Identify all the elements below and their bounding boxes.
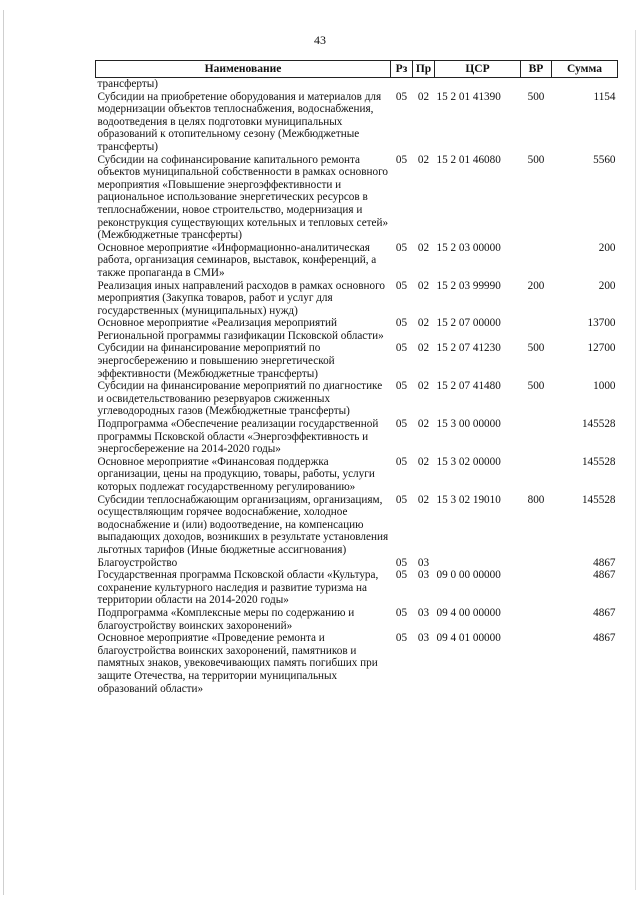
cell-name: Государственная программа Псковской области «Культура, сохранение культурного наследия и развитие туризма на территории области на 2014-2020 годы» — [97, 569, 379, 607]
cell-vr: 500 — [527, 342, 545, 355]
cell-pr: 02 — [417, 493, 430, 506]
cell-pr: 03 — [417, 556, 430, 569]
cell-pr: 03 — [417, 632, 430, 645]
cell-rz — [391, 78, 413, 91]
cell-sum: 4867 — [593, 569, 616, 582]
cell-csr: 09 0 00 00000 — [436, 569, 501, 582]
table-row — [96, 418, 618, 456]
cell-sum: 145528 — [581, 455, 616, 468]
cell-sum: 12700 — [587, 342, 616, 355]
cell-rz: 05 — [395, 342, 408, 355]
table-row — [96, 494, 618, 557]
cell-sum: 1000 — [593, 380, 616, 393]
cell-vr — [521, 418, 552, 456]
cell-csr: 15 2 03 00000 — [436, 241, 501, 254]
cell-sum: 4867 — [593, 556, 616, 569]
cell-csr: 15 2 03 99990 — [436, 279, 501, 292]
cell-pr: 02 — [417, 342, 430, 355]
header-rz: Рз — [391, 61, 413, 78]
table-row — [96, 342, 618, 380]
cell-csr: 09 4 00 00000 — [436, 606, 501, 619]
header-csr: ЦСР — [435, 61, 521, 78]
cell-vr: 500 — [527, 90, 545, 103]
cell-vr — [521, 607, 552, 632]
table-row — [96, 632, 618, 695]
cell-name: Субсидии на финансирование мероприятий по энергосбережению и повышению энергетической эффективности (Межбюджетные трансферты) — [97, 342, 335, 380]
cell-vr: 500 — [527, 153, 545, 166]
cell-vr — [521, 242, 552, 280]
cell-vr — [521, 456, 552, 494]
cell-sum: 200 — [598, 241, 616, 254]
cell-csr: 15 3 00 00000 — [436, 418, 501, 431]
cell-name: Основное мероприятие «Реализация мероприятий Региональной программы газификации Псковской области» — [97, 317, 384, 342]
cell-csr: 15 3 02 19010 — [436, 493, 501, 506]
cell-pr: 02 — [417, 90, 430, 103]
page-number: 43 — [314, 33, 326, 47]
cell-vr — [521, 632, 552, 695]
scan-left-edge — [3, 10, 4, 895]
table-row — [96, 569, 618, 607]
cell-rz: 05 — [395, 241, 408, 254]
cell-csr: 15 2 07 41230 — [436, 342, 501, 355]
cell-pr: 02 — [417, 455, 430, 468]
cell-pr: 02 — [417, 153, 430, 166]
cell-vr — [521, 557, 552, 570]
cell-vr — [521, 78, 552, 91]
cell-sum: 1154 — [593, 90, 616, 103]
cell-pr: 02 — [417, 241, 430, 254]
cell-name: Основное мероприятие «Финансовая поддержка организации, цены на продукцию, товары, работы, услуги которых подлежат государственному регулированию» — [97, 455, 375, 493]
table-row — [96, 91, 618, 154]
cell-name: Субсидии на приобретение оборудования и материалов для модернизации объектов теплоснабжения, водоснабжения, водоотведения в целях подготовки муниципальных образований к отопительному сезону (Межбюджетные трансферты) — [97, 90, 382, 153]
cell-name: Реализация иных направлений расходов в рамках основного мероприятия (Закупка товаров, работ и услуг для государственных (муниципальных) нужд) — [97, 279, 385, 317]
cell-sum: 5560 — [593, 153, 616, 166]
cell-csr: 15 3 02 00000 — [436, 455, 501, 468]
cell-rz: 05 — [395, 279, 408, 292]
cell-rz: 05 — [395, 317, 408, 330]
table-row — [96, 380, 618, 418]
cell-csr: 15 2 07 00000 — [436, 317, 501, 330]
cell-sum: 200 — [598, 279, 616, 292]
cell-name: трансферты) — [97, 78, 158, 90]
cell-vr: 500 — [527, 380, 545, 393]
budget-table — [95, 60, 618, 695]
cell-name: Основное мероприятие «Проведение ремонта и благоустройства воинских захоронений, памятников и памятных знаков, увековечивающих память погибших при защите Отечества, на территории муниципальных образований области» — [97, 632, 378, 695]
scan-right-edge — [635, 30, 636, 890]
cell-pr — [413, 78, 435, 91]
cell-sum: 145528 — [581, 418, 616, 431]
cell-vr: 200 — [527, 279, 545, 292]
cell-rz: 05 — [395, 418, 408, 431]
cell-name: Подпрограмма «Обеспечение реализации государственной программы Псковской области «Энергоэффективность и энергосбережение на 2014-2020 годы» — [97, 418, 379, 456]
cell-csr: 09 4 01 00000 — [436, 632, 501, 645]
cell-csr: 15 2 01 46080 — [436, 153, 501, 166]
cell-csr: 15 2 01 41390 — [436, 90, 501, 103]
header-vr: ВР — [521, 61, 552, 78]
cell-sum: 4867 — [593, 632, 616, 645]
table-row — [96, 607, 618, 632]
cell-rz: 05 — [395, 90, 408, 103]
cell-rz: 05 — [395, 569, 408, 582]
header-pr: Пр — [413, 61, 435, 78]
cell-pr: 02 — [417, 317, 430, 330]
cell-csr — [435, 557, 521, 570]
table-row — [96, 456, 618, 494]
cell-rz: 05 — [395, 606, 408, 619]
cell-sum: 4867 — [593, 606, 616, 619]
header-sum: Сумма — [552, 61, 618, 78]
header-name: Наименование — [96, 61, 391, 78]
cell-name: Благоустройство — [97, 556, 178, 569]
cell-rz: 05 — [395, 632, 408, 645]
cell-pr: 02 — [417, 279, 430, 292]
table-header-row — [96, 61, 618, 78]
cell-sum: 145528 — [581, 493, 616, 506]
cell-name: Подпрограмма «Комплексные меры по содержанию и благоустройству воинских захоронений» — [97, 606, 355, 632]
table-row — [96, 78, 618, 91]
cell-name: Основное мероприятие «Информационно-аналитическая работа, организация семинаров, выставок, конференций, а также пропаганда в СМИ» — [97, 241, 377, 279]
table-row — [96, 154, 618, 242]
cell-csr — [435, 78, 521, 91]
cell-sum — [552, 78, 618, 91]
cell-rz: 05 — [395, 556, 408, 569]
cell-vr — [521, 317, 552, 342]
cell-pr: 02 — [417, 380, 430, 393]
cell-pr: 03 — [417, 569, 430, 582]
cell-rz: 05 — [395, 493, 408, 506]
table-row — [96, 280, 618, 318]
table-row — [96, 557, 618, 570]
cell-rz: 05 — [395, 455, 408, 468]
table-row — [96, 317, 618, 342]
cell-vr — [521, 569, 552, 607]
cell-csr: 15 2 07 41480 — [436, 380, 501, 393]
cell-name: Субсидии на финансирование мероприятий по диагностике и освидетельствованию резервуаров сжиженных углеводородных газов (Межбюджетные трансферты) — [97, 380, 383, 418]
cell-rz: 05 — [395, 380, 408, 393]
cell-pr: 03 — [417, 606, 430, 619]
cell-rz: 05 — [395, 153, 408, 166]
cell-sum: 13700 — [587, 317, 616, 330]
cell-name: Субсидии теплоснабжающим организациям, организациям, осуществляющим горячее водоснабжение, холодное водоснабжение и (или) водоотведение, на компенсацию выпадающих доходов, возникших в результате установления льготных тарифов (Иные бюджетные ассигнования) — [97, 493, 389, 556]
cell-vr: 800 — [527, 493, 545, 506]
table-row — [96, 242, 618, 280]
cell-pr: 02 — [417, 418, 430, 431]
cell-name: Субсидии на софинансирование капитального ремонта объектов муниципальной собственности в рамках основного мероприятия «Повышение энергоэффективности и рациональное использование энергетических ресурсов в теплоснабжении, новое строительство, модернизация и реконструкция существующих котельных и тепловых сетей» (Межбюджетные трансферты) — [97, 153, 389, 242]
